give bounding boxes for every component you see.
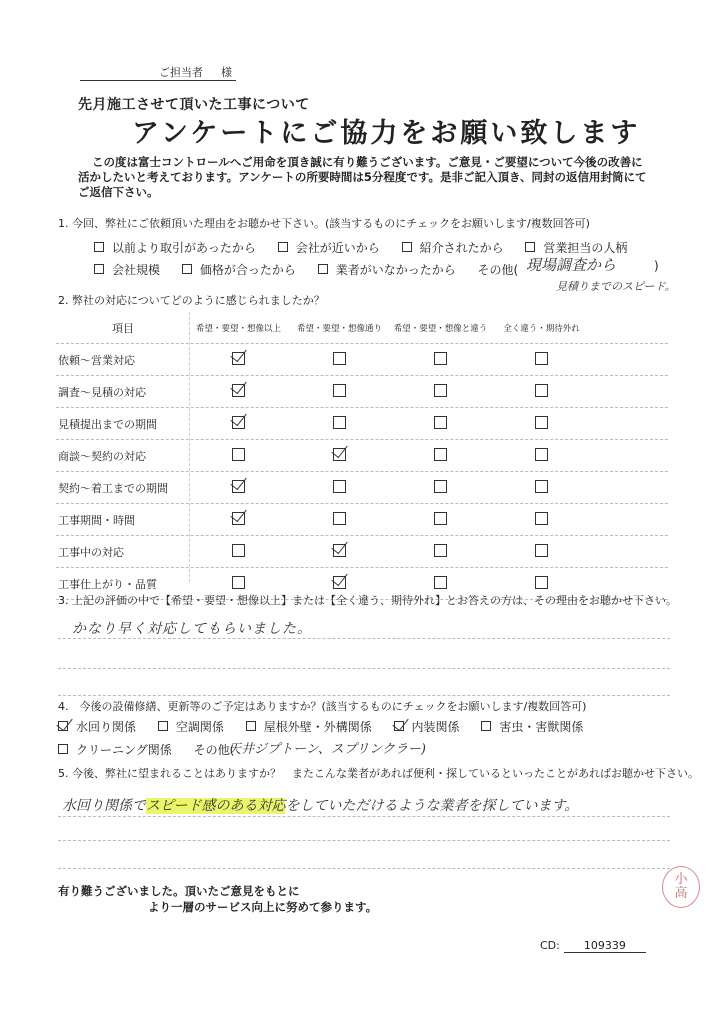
checkbox-checked[interactable]: [232, 416, 245, 429]
answer-line: [58, 840, 670, 841]
checkbox[interactable]: [535, 352, 548, 365]
q4-option[interactable]: クリーニング関係: [58, 741, 172, 758]
highlighted-text: スピード感のある対応: [146, 798, 286, 814]
checkbox[interactable]: [535, 384, 548, 397]
rating-cell: [491, 384, 592, 400]
rating-cell: [188, 576, 289, 592]
q4-option[interactable]: 害虫・害獣関係: [481, 718, 583, 735]
checkbox[interactable]: [246, 721, 256, 731]
checkbox[interactable]: [333, 480, 346, 493]
rating-cell: [390, 384, 491, 400]
q1-other-label: その他(: [477, 263, 519, 277]
rating-cell: [491, 544, 592, 560]
question-1-title: 1. 今回、弊社にご依頼頂いた理由をお聴かせ下さい。(該当するものにチェックをお願いします/複数回答可): [58, 217, 590, 230]
column-header: 全く違う・期待外れ: [503, 323, 580, 334]
checkbox[interactable]: [58, 744, 68, 754]
checkbox[interactable]: [535, 480, 548, 493]
column-header: 希望・要望・想像以上: [195, 323, 281, 334]
row-label: 工事仕上がり・品質: [58, 577, 157, 591]
q4-option[interactable]: 水回り関係: [58, 718, 136, 735]
rating-cell: [390, 544, 491, 560]
checkbox[interactable]: [333, 416, 346, 429]
checkbox[interactable]: [535, 544, 548, 557]
rating-cell: [289, 576, 390, 592]
answer-line: [58, 816, 670, 817]
closing-message-line-2: より一層のサービス向上に努めて参ります。: [148, 900, 378, 914]
rating-cell: [188, 416, 289, 432]
table-row: [56, 376, 668, 408]
rating-cell: [289, 544, 390, 560]
q4-option[interactable]: 空調関係: [158, 718, 224, 735]
rating-cell: [289, 384, 390, 400]
q1-option[interactable]: 会社規模: [94, 261, 160, 278]
question-4-options-row-1: [58, 718, 601, 735]
checkbox[interactable]: [333, 384, 346, 397]
q1-option[interactable]: 価格が合ったから: [182, 261, 296, 278]
row-label: 依頼～営業対応: [58, 353, 135, 367]
row-label: 調査～見積の対応: [58, 385, 146, 399]
page-title: アンケートにご協力をお願い致します: [132, 118, 641, 149]
rating-cell: [188, 544, 289, 560]
question-4-title: 4. 今後の設備修繕、更新等のご予定はありますか？(該当するものにチェックをお願いします/複数回答可): [58, 700, 587, 713]
q1-option[interactable]: 紹介されたから: [402, 239, 504, 256]
rating-cell: [491, 416, 592, 432]
rating-cell: [188, 384, 289, 400]
rating-cell: [289, 352, 390, 368]
rating-cell: [188, 480, 289, 496]
rating-cell: [289, 448, 390, 464]
checkbox-checked[interactable]: [232, 512, 245, 525]
checkbox[interactable]: [535, 448, 548, 461]
q4-option[interactable]: 内装関係: [394, 718, 460, 735]
table-header-row: [56, 312, 668, 344]
checkbox-checked[interactable]: [232, 480, 245, 493]
checkbox[interactable]: [434, 544, 447, 557]
checkbox[interactable]: [278, 242, 288, 252]
row-label: 工事期間・時間: [58, 513, 135, 527]
table-row: [56, 408, 668, 440]
checkbox-checked[interactable]: [232, 352, 245, 365]
q4-other-label: その他(: [193, 743, 235, 757]
checkbox[interactable]: [232, 544, 245, 557]
cd-value: 109339: [564, 939, 646, 953]
checkbox[interactable]: [535, 416, 548, 429]
q5-answer[interactable]: 水回り関係でスピード感のある対応をしていただけるような業者を探しています。: [62, 798, 579, 814]
q4-other-answer[interactable]: 天井ジプトーン、スプリンクラー): [228, 742, 426, 757]
row-label: 契約～着工までの期間: [58, 481, 168, 495]
q1-option[interactable]: 営業担当の人柄: [525, 239, 627, 256]
question-2-title: 2. 弊社の対応についてどのように感じられましたか？: [58, 294, 325, 307]
answer-line: [58, 695, 670, 696]
table-body: [56, 344, 668, 600]
checkbox[interactable]: [182, 264, 192, 274]
row-label: 工事中の対応: [58, 545, 124, 559]
table-row: [56, 504, 668, 536]
q1-option[interactable]: 以前より取引があったから: [94, 239, 256, 256]
checkbox[interactable]: [158, 721, 168, 731]
answer-line: [58, 638, 670, 639]
column-header: 項目: [112, 321, 134, 335]
recipient-line: [80, 67, 236, 81]
cd-label: CD:: [540, 939, 560, 952]
row-label: 商談～契約の対応: [58, 449, 146, 463]
checkbox[interactable]: [481, 721, 491, 731]
checkbox[interactable]: [232, 448, 245, 461]
checkbox[interactable]: [232, 576, 245, 589]
row-label: 見積提出までの期間: [58, 417, 157, 431]
checkbox[interactable]: [94, 242, 104, 252]
checkbox[interactable]: [525, 242, 535, 252]
checkbox-checked[interactable]: [333, 448, 346, 461]
q1-option[interactable]: 業者がいなかったから: [318, 261, 456, 278]
checkbox[interactable]: [434, 416, 447, 429]
q1-option[interactable]: 会社が近いから: [278, 239, 380, 256]
question-4-options-row-2: [58, 741, 234, 758]
checkbox[interactable]: [434, 384, 447, 397]
checkbox[interactable]: [434, 448, 447, 461]
checkbox-checked[interactable]: [333, 576, 346, 589]
table-row: [56, 472, 668, 504]
rating-cell: [491, 576, 592, 592]
rating-cell: [188, 352, 289, 368]
checkbox[interactable]: [333, 512, 346, 525]
q1-other-close: ): [654, 259, 659, 273]
rating-cell: [390, 416, 491, 432]
answer-line: [58, 668, 670, 669]
rating-cell: [491, 352, 592, 368]
rating-cell: [491, 448, 592, 464]
customer-code: [540, 939, 646, 953]
subtitle: 先月施工させて頂いた工事について: [78, 97, 310, 113]
intro-text: この度は富士コントロールへご用命を頂き誠に有り難うございます。ご意見・ご要望について今後の改善に活かしたいと考えております。アンケートの所要時間は5分程度です。是非ご記入頂き、同封の返信用封筒にてご返信下さい。: [78, 155, 647, 199]
question-5-title: 5. 今後、弊社に望まれることはありますか？ またこんな業者があれば便利・探しているといったことがあればお聴かせ下さい。: [58, 767, 699, 780]
checkbox-checked[interactable]: [58, 721, 68, 731]
rating-cell: [491, 480, 592, 496]
q4-option[interactable]: 屋根外壁・外構関係: [246, 718, 372, 735]
rating-cell: [289, 512, 390, 528]
rating-table: [56, 312, 668, 600]
checkbox[interactable]: [535, 512, 548, 525]
checkbox[interactable]: [434, 352, 447, 365]
rating-cell: [188, 448, 289, 464]
rating-cell: [390, 576, 491, 592]
q1-other-answer-continued[interactable]: 見積りまでのスピード。: [556, 280, 676, 293]
checkbox[interactable]: [434, 576, 447, 589]
checkbox[interactable]: [94, 264, 104, 274]
checkbox[interactable]: [434, 512, 447, 525]
column-header: 希望・要望・想像通り: [296, 323, 382, 334]
checkbox[interactable]: [402, 242, 412, 252]
q3-answer[interactable]: かなり早く対応してもらいました。: [72, 621, 312, 637]
q1-other-answer[interactable]: 現場調査から: [526, 256, 617, 274]
rating-cell: [390, 448, 491, 464]
rating-cell: [289, 416, 390, 432]
checkbox[interactable]: [333, 352, 346, 365]
column-header: 希望・要望・想像と違う: [393, 323, 488, 334]
question-3-title: 3. 上記の評価の中で【希望・要望・想像以上】または【全く違う、期待外れ】とお答えの方は、その理由をお聴かせ下さい。: [58, 594, 677, 607]
checkbox-checked[interactable]: [232, 384, 245, 397]
rating-cell: [390, 480, 491, 496]
rating-cell: [289, 480, 390, 496]
checkbox[interactable]: [535, 576, 548, 589]
question-1-options-row-2: [94, 261, 518, 278]
table-row: [56, 344, 668, 376]
recipient-suffix: 様: [221, 66, 232, 79]
checkbox-checked[interactable]: [394, 721, 404, 731]
checkbox[interactable]: [434, 480, 447, 493]
recipient-label: ご担当者: [159, 66, 203, 79]
rating-cell: [390, 512, 491, 528]
checkbox[interactable]: [318, 264, 328, 274]
rating-cell: [188, 512, 289, 528]
closing-message-line-1: 有り難うございました。頂いたご意見をもとに: [58, 884, 300, 898]
table-row: [56, 536, 668, 568]
checkbox-checked[interactable]: [333, 544, 346, 557]
rating-cell: [390, 352, 491, 368]
hanko-stamp-icon: 小 高: [662, 866, 700, 908]
answer-line: [58, 868, 670, 869]
rating-cell: [491, 512, 592, 528]
table-row: [56, 440, 668, 472]
